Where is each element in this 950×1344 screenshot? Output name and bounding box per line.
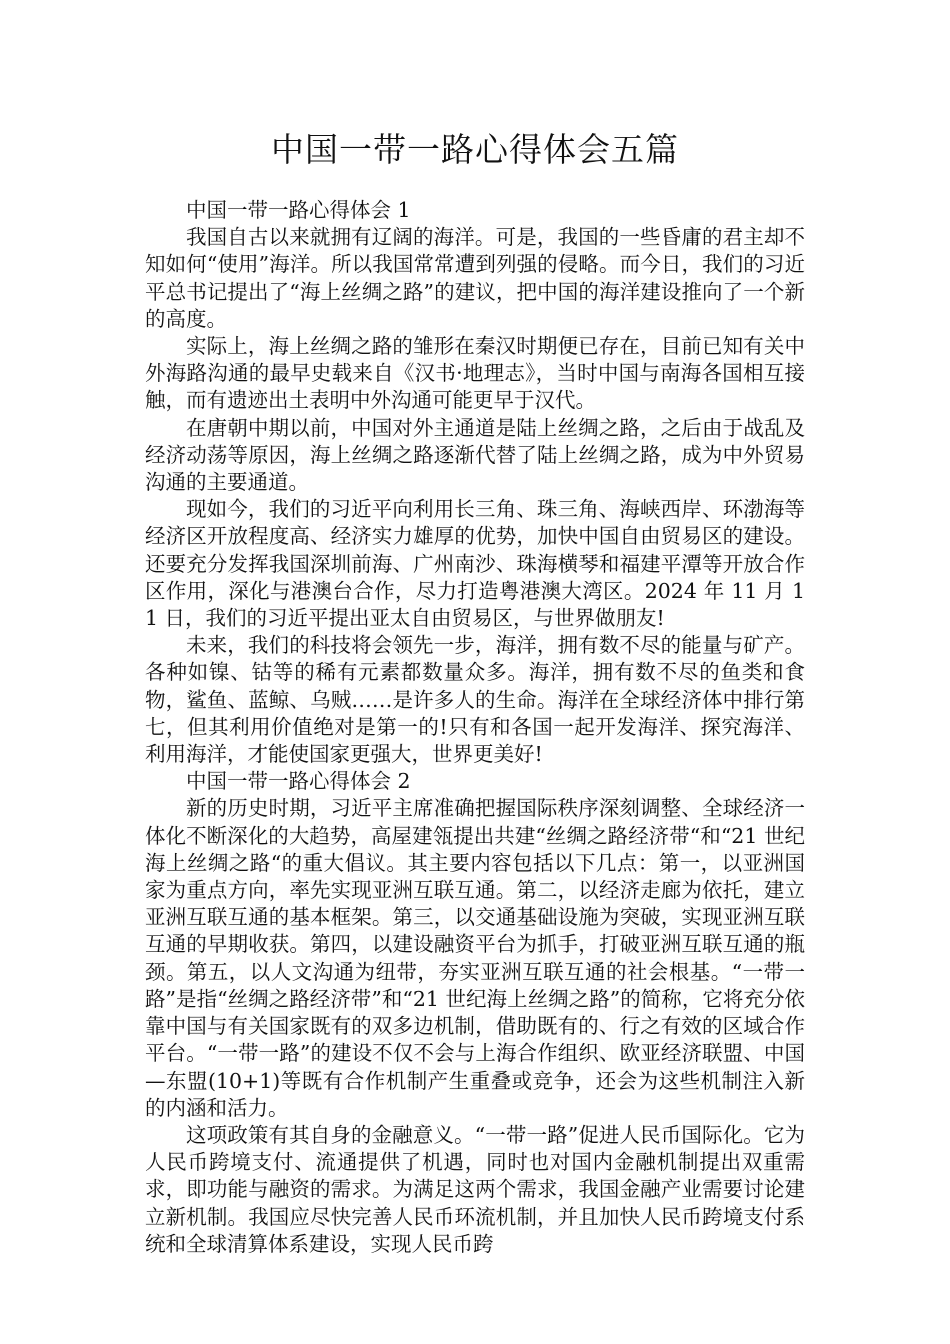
section-heading: 中国一带一路心得体会 1 bbox=[186, 198, 411, 222]
document-title: 中国一带一路心得体会五篇 bbox=[271, 130, 679, 169]
paragraph: 新的历史时期，习近平主席准确把握国际秩序深刻调整、全球经济一体化不断深化的大趋势，高屋建瓴提出共建“丝绸之路经济带“和“21 世纪海上丝绸之路“的重大倡议。其主要内容包括以下几点：第一，以亚洲国家为重点方向，率先实现亚洲互联互通。第二，以经济走廊为依托，建立亚洲互联互通的基本框架。第三，以交通基础设施为突破，实现亚洲互联互通的早期收获。第四，以建设融资平台为抓手，打破亚洲互联互通的瓶颈。第五，以人文沟通为纽带，夯实亚洲互联互通的社会根基。“一带一路”是指“丝绸之路经济带”和“21 世纪海上丝绸之路”的简称，它将充分依靠中国与有关国家既有的双多边机制，借助既有的、行之有效的区域合作平台。“一带一路”的建设不仅不会与上海合作组织、欧亚经济联盟、中国—东盟(10+1)等既有合作机制产生重叠或竞争，还会为这些机制注入新的内涵和活力。 bbox=[145, 796, 805, 1120]
paragraph: 在唐朝中期以前，中国对外主通道是陆上丝绸之路，之后由于战乱及经济动荡等原因，海上丝绸之路逐渐代替了陆上丝绸之路，成为中外贸易沟通的主要通道。 bbox=[145, 415, 805, 495]
paragraph: 现如今，我们的习近平向利用长三角、珠三角、海峡西岸、环渤海等经济区开放程度高、经济实力雄厚的优势，加快中国自由贸易区的建设。还要充分发挥我国深圳前海、广州南沙、珠海横琴和福建平潭等开放合作区作用，深化与港澳台合作，尽力打造粤港澳大湾区。2024 年 11 月 11 日，我们的习近平提出亚太自由贸易区，与世界做朋友! bbox=[145, 497, 805, 631]
document-body bbox=[145, 197, 805, 1258]
section-heading: 中国一带一路心得体会 2 bbox=[186, 769, 411, 794]
paragraph: 这项政策有其自身的金融意义。“一带一路”促进人民币国际化。它为人民币跨境支付、流通提供了机遇，同时也对国内金融机制提出双重需求，即功能与融资的需求。为满足这两个需求，我国金融产业需要讨论建立新机制。我国应尽快完善人民币环流机制，并且加快人民币跨境支付系统和全球清算体系建设，实现人民币跨 bbox=[145, 1122, 805, 1256]
paragraph: 实际上，海上丝绸之路的雏形在秦汉时期便已存在，目前已知有关中外海路沟通的最早史载来自《汉书·地理志》，当时中国与南海各国相互接触，而有遗迹出土表明中外沟通可能更早于汉代。 bbox=[145, 334, 805, 413]
paragraph: 我国自古以来就拥有辽阔的海洋。可是，我国的一些昏庸的君主却不知如何“使用”海洋。所以我国常常遭到列强的侵略。而今日，我们的习近平总书记提出了“海上丝绸之路”的建议，把中国的海洋建设推向了一个新的高度。 bbox=[145, 225, 805, 331]
paragraph: 未来，我们的科技将会领先一步，海洋，拥有数不尽的能量与矿产。各种如镍、钴等的稀有元素都数量众多。海洋，拥有数不尽的鱼类和食物，鲨鱼、蓝鲸、乌贼……是许多人的生命。海洋在全球经济体中排行第七，但其利用价值绝对是第一的!只有和各国一起开发海洋、探究海洋、利用海洋，才能使国家更强大，世界更美好! bbox=[145, 633, 805, 767]
